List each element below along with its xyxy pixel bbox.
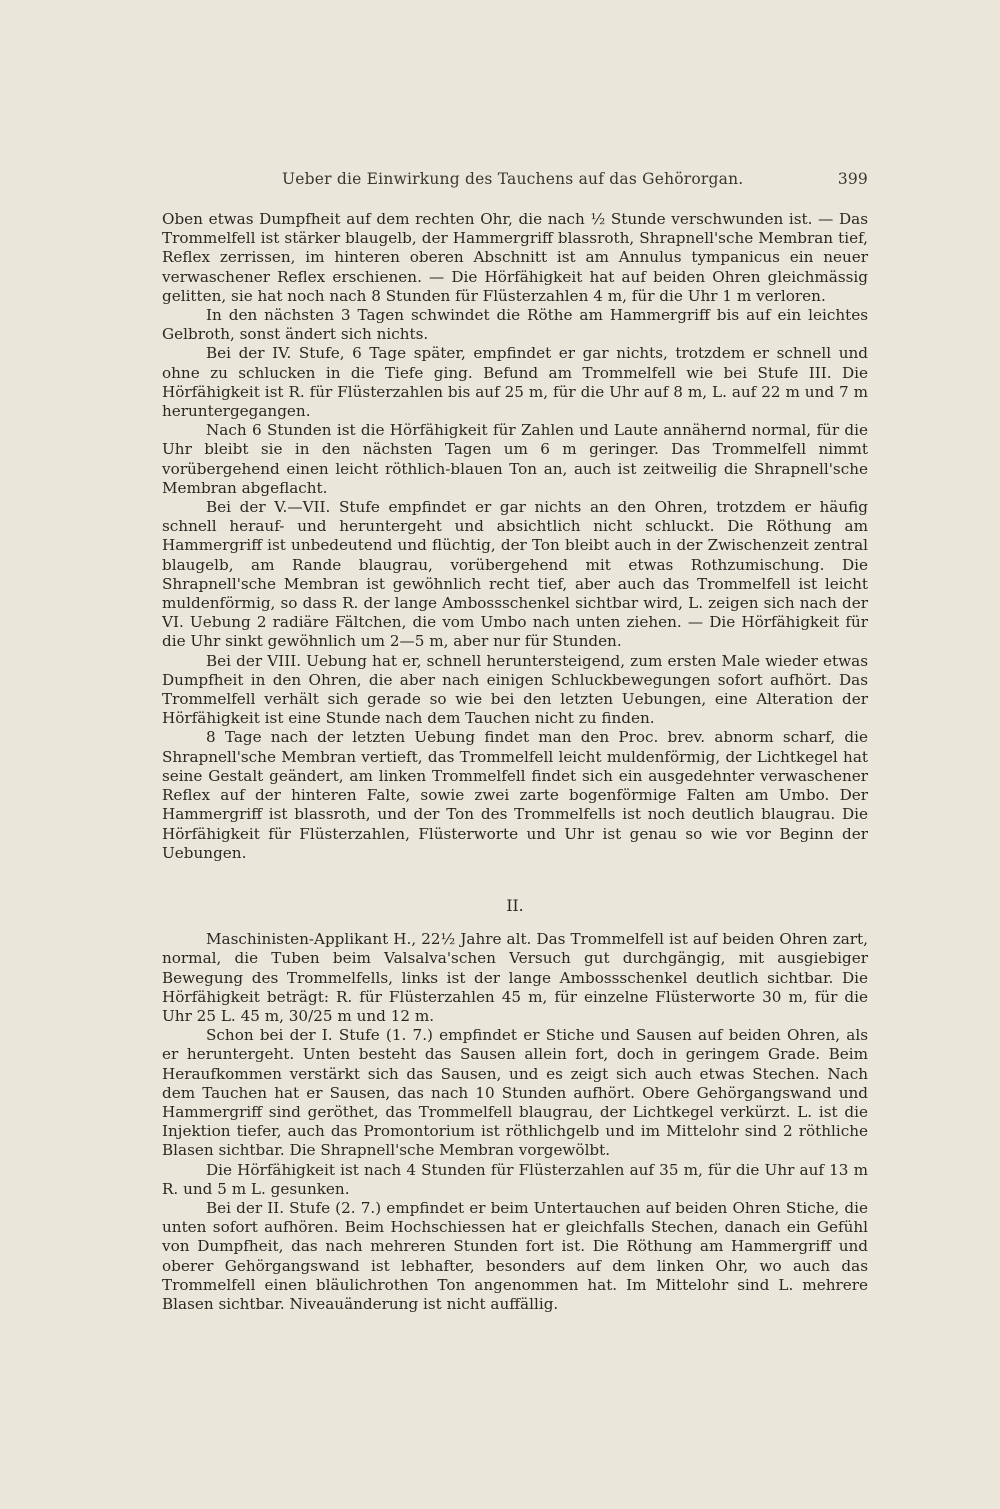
running-header bbox=[162, 166, 868, 194]
page-number: 399 bbox=[837, 170, 868, 188]
paragraph: Nach 6 Stunden ist die Hörfähigkeit für Zahlen und Laute annähernd normal, für die Uhr bleibt sie in den nächsten Tagen um 6 m geringer. Das Trommelfell nimmt vorübergehend einen leicht röthlich-blauen Ton an, auch ist zeitweilig die Shrapnell'sche Membran abgeflacht. bbox=[162, 421, 868, 497]
paragraph: Maschinisten-Applikant H., 22½ Jahre alt. Das Trommelfell ist auf beiden Ohren zart, normal, die Tuben beim Valsalva'schen Versuch gut durchgängig, mit ausgiebiger Bewegung des Trommelfells, links ist der lange Ambossschenkel deutlich sichtbar. Die Hörfähigkeit beträgt: R. für Flüsterzahlen 45 m, für einzelne Flüsterworte 30 m, für die Uhr 25 L. 45 m, 30/25 m und 12 m. bbox=[162, 930, 868, 1025]
body-text bbox=[162, 210, 868, 1314]
paragraph: Bei der VIII. Uebung hat er, schnell heruntersteigend, zum ersten Male wieder etwas Dumpfheit in den Ohren, die aber nach einigen Schluckbewegungen sofort aufhört. Das Trommelfell verhält sich gerade so wie bei den letzten Uebungen, eine Alteration der Hörfähigkeit ist eine Stunde nach dem Tauchen nicht zu finden. bbox=[162, 651, 868, 728]
paragraph: Die Hörfähigkeit ist nach 4 Stunden für Flüsterzahlen auf 35 m, für die Uhr auf 13 m R. und 5 m L. gesunken. bbox=[162, 1160, 868, 1198]
running-title: Ueber die Einwirkung des Tauchens auf das Gehörorgan. bbox=[282, 170, 744, 188]
paragraph: Oben etwas Dumpfheit auf dem rechten Ohr, die nach ½ Stunde verschwunden ist. — Das Trommelfell ist stärker blaugelb, der Hammergriff blassroth, Shrapnell'sche Membran tief, Reflex zerrissen, im hinteren oberen Abschnitt ist am Annulus tympanicus ein neuer verwaschener Reflex erschienen. — Die Hörfähigkeit hat auf beiden Ohren gleichmässig gelitten, sie hat noch nach 8 Stunden für Flüsterzahlen 4 m, für die Uhr 1 m verloren. bbox=[162, 210, 868, 305]
paragraph: In den nächsten 3 Tagen schwindet die Röthe am Hammergriff bis auf ein leichtes Gelbroth, sonst ändert sich nichts. bbox=[162, 306, 868, 344]
paragraph: 8 Tage nach der letzten Uebung findet man den Proc. brev. abnorm scharf, die Shrapnell'sche Membran vertieft, das Trommelfell leicht muldenförmig, der Lichtkegel hat seine Gestalt geändert, am linken Trommelfell findet sich ein ausgedehnter verwaschener Reflex auf der hinteren Falte, sowie zwei zarte bogenförmige Falten am Umbo. Der Hammergriff ist blassroth, und der Ton des Trommelfells ist noch deutlich blaugrau. Die Hörfähigkeit für Flüsterzahlen, Flüsterworte und Uhr ist genau so wie vor Beginn der Uebungen. bbox=[162, 728, 868, 862]
paragraph: Bei der IV. Stufe, 6 Tage später, empfindet er gar nichts, trotzdem er schnell und ohne zu schlucken in die Tiefe ging. Befund am Trommelfell wie bei Stufe III. Die Hörfähigkeit ist R. für Flüsterzahlen bis auf 25 m, für die Uhr auf 8 m, L. auf 22 m und 7 m heruntergegangen. bbox=[162, 344, 868, 421]
paragraph: Bei der V.—VII. Stufe empfindet er gar nichts an den Ohren, trotzdem er häufig schnell herauf- und heruntergeht und absichtlich nicht schluckt. Die Röthung am Hammergriff ist unbedeutend und flüchtig, der Ton bleibt auch in der Zwischenzeit zentral blaugelb, am Rande blaugrau, vorübergehend mit etwas Rothzumischung. Die Shrapnell'sche Membran ist gewöhnlich recht tief, aber auch das Trommelfell ist leicht muldenförmig, so dass R. der lange Ambossschenkel sichtbar wird, L. zeigen sich nach der VI. Uebung 2 radiäre Fältchen, die vom Umbo nach unten ziehen. — Die Hörfähigkeit für die Uhr sinkt gewöhnlich um 2—5 m, aber nur für Stunden. bbox=[162, 498, 868, 651]
paragraph: Schon bei der I. Stufe (1. 7.) empfindet er Stiche und Sausen auf beiden Ohren, als er heruntergeht. Unten besteht das Sausen allein fort, doch in geringem Grade. Beim Heraufkommen verstärkt sich das Sausen, und es zeigt sich auch etwas Stechen. Nach dem Tauchen hat er Sausen, das nach 10 Stunden aufhört. Obere Gehörgangswand und Hammergriff sind geröthet, das Trommelfell blaugrau, der Lichtkegel verkürzt. L. ist die Injektion tiefer, auch das Promontorium ist röthlichgelb und im Mittelohr sind 2 röthliche Blasen sichtbar. Die Shrapnell'sche Membran vorgewölbt. bbox=[162, 1026, 868, 1160]
section-heading: II. bbox=[506, 896, 524, 915]
paragraph: Bei der II. Stufe (2. 7.) empfindet er beim Untertauchen auf beiden Ohren Stiche, die unten sofort aufhören. Beim Hochschiessen hat er gleichfalls Stechen, danach ein Gefühl von Dumpfheit, das nach mehreren Stunden fort ist. Die Röthung am Hammergriff und oberer Gehörgangswand ist lebhafter, besonders auf dem linken Ohr, wo auch das Trommelfell einen bläulichrothen Ton angenommen hat. Im Mittelohr sind L. mehrere Blasen sichtbar. Niveauänderung ist nicht auffällig. bbox=[162, 1198, 868, 1313]
